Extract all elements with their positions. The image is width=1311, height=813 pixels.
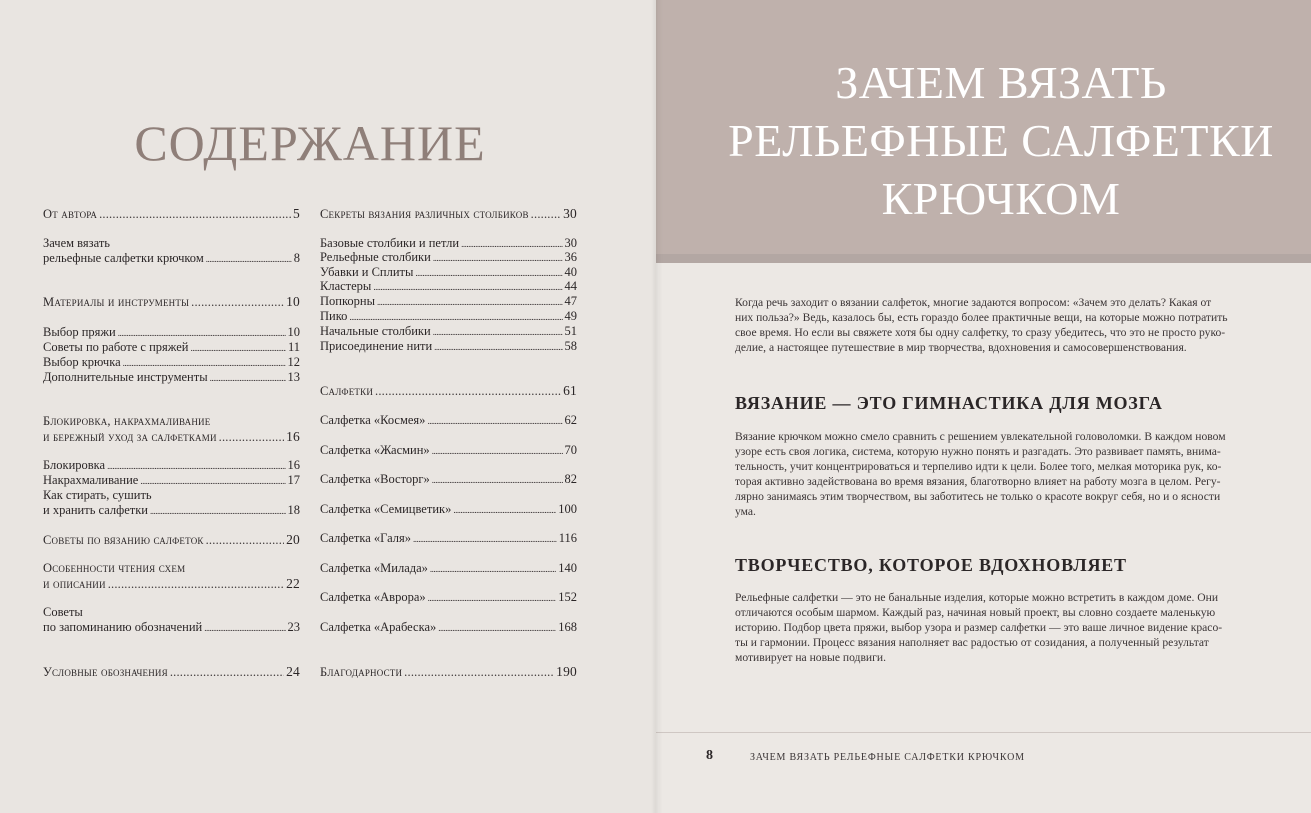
- section-heading: ВЯЗАНИЕ — ЭТО ГИМНАСТИКА ДЛЯ МОЗГА: [735, 393, 1163, 413]
- toc-entry[interactable]: [43, 206, 300, 222]
- toc-entry-label: Материалы и инструменты: [43, 295, 190, 309]
- toc-entry[interactable]: [43, 325, 300, 341]
- toc-entry-label-line1: Как стирать, сушить: [43, 488, 152, 502]
- toc-entry[interactable]: [320, 472, 577, 488]
- page-number: 8: [706, 748, 713, 763]
- toc-entry-label: Салфетка «Галя»: [320, 531, 411, 545]
- toc-entry-label-line1: Блокировка, накрахмаливание: [43, 414, 211, 428]
- text-line: них польза?» Ведь, казалось бы, есть гораздо более практичные вещи, на которые можно потратить: [735, 311, 1228, 324]
- toc-entry[interactable]: [320, 561, 577, 577]
- footer-divider: [656, 732, 1311, 733]
- toc-entry-label: Убавки и Сплиты: [320, 265, 414, 279]
- toc-entry[interactable]: [320, 339, 577, 355]
- toc-entry[interactable]: [43, 561, 300, 592]
- toc-entry-page: 40: [564, 265, 577, 279]
- toc-entry-label: Условные обозначения: [43, 665, 168, 679]
- text-line: лярно занимаясь этим творчеством, вы заботитесь не только о красоте вокруг себя, но и о ясности: [735, 490, 1221, 503]
- toc-entry-page: 12: [287, 355, 300, 369]
- toc-entry-page: 70: [564, 443, 577, 457]
- toc-entry[interactable]: [320, 250, 577, 266]
- toc-entry-label-line1: Особенности чтения схем: [43, 561, 186, 575]
- toc-entry-label: Блокировка: [43, 458, 106, 472]
- toc-entry[interactable]: [320, 664, 577, 680]
- text-line: ума.: [735, 505, 756, 518]
- toc-title: СОДЕРЖАНИЕ: [134, 115, 486, 171]
- toc-entry-label: Попкорны: [320, 294, 375, 308]
- toc-entry-page: 18: [287, 503, 300, 517]
- toc-entry[interactable]: [320, 443, 577, 459]
- toc-entry[interactable]: [43, 664, 300, 680]
- toc-entry[interactable]: [320, 531, 577, 547]
- text-line: тельность, учит концентрироваться и терпеливо идти к цели. Более того, мелкая моторика рук, ко-: [735, 460, 1222, 473]
- toc-entry[interactable]: [320, 590, 577, 606]
- text-line: историю. Подбор цвета пряжи, выбор узора и размер салфетки — это ваше личное видение красо-: [735, 621, 1223, 634]
- toc-entry-page: 168: [558, 620, 577, 634]
- toc-entry-label: Накрахмаливание: [43, 473, 139, 487]
- section-heading: ТВОРЧЕСТВО, КОТОРОЕ ВДОХНОВЛЯЕТ: [735, 555, 1127, 575]
- toc-entry[interactable]: [43, 370, 300, 386]
- toc-entry-page: 17: [287, 473, 300, 487]
- toc-entry-page: 116: [558, 531, 577, 545]
- toc-entry-label: Выбор пряжи: [43, 325, 116, 339]
- section-paragraph: [735, 590, 1245, 665]
- chapter-title-line: РЕЛЬЕФНЫЕ САЛФЕТКИ: [728, 115, 1274, 166]
- text-line: торая активно задействована во время вязания, благотворно влияет на работу мозга в целом. Регу-: [735, 475, 1221, 488]
- toc-entry-page: 10: [286, 294, 300, 309]
- toc-entry-page: 24: [286, 664, 300, 679]
- toc-entry-page: 49: [564, 309, 577, 323]
- toc-entry-label-line1: Зачем вязать: [43, 236, 110, 250]
- text-line: Вязание крючком можно смело сравнить с решением увлекательной головоломки. В каждом новом: [735, 430, 1226, 443]
- toc-entry[interactable]: [320, 309, 577, 325]
- toc-entry-label: Салфетка «Милада»: [320, 561, 428, 575]
- toc-entry-label: Салфетка «Семицветик»: [320, 502, 452, 516]
- text-line: Когда речь заходит о вязании салфеток, многие задаются вопросом: «Зачем это делать? Какая от: [735, 296, 1212, 309]
- toc-entry-label: Салфетка «Восторг»: [320, 472, 430, 486]
- toc-entry-page: 13: [287, 370, 300, 384]
- toc-entry-page: 58: [564, 339, 577, 353]
- toc-entry-label-line1: Советы: [43, 605, 83, 619]
- toc-entry-page: 5: [293, 206, 300, 221]
- toc-entry-page: 36: [564, 250, 577, 264]
- toc-entry[interactable]: [43, 294, 300, 310]
- toc-entry[interactable]: [320, 620, 577, 636]
- toc-entry-page: 11: [287, 340, 300, 354]
- text-line: мотивирует на новые подвиги.: [735, 651, 886, 664]
- toc-entry-label: Секреты вязания различных столбиков: [320, 207, 529, 221]
- toc-entry-page: 16: [286, 429, 300, 444]
- toc-entry[interactable]: [320, 294, 577, 310]
- toc-entry[interactable]: [320, 279, 577, 295]
- toc-entry-label: и бережный уход за салфетками: [43, 430, 217, 444]
- toc-entry-label: Присоединение нити: [320, 339, 433, 353]
- intro-paragraph: [735, 295, 1245, 355]
- toc-entry-page: 190: [556, 664, 577, 679]
- toc-entry-page: 140: [558, 561, 577, 575]
- toc-entry-page: 152: [558, 590, 577, 604]
- toc-entry[interactable]: [43, 340, 300, 356]
- toc-entry[interactable]: [320, 502, 577, 518]
- toc-entry-label: Начальные столбики: [320, 324, 431, 338]
- toc-entry-label: Пико: [320, 309, 348, 323]
- toc-entry-label: рельефные салфетки крючком: [43, 251, 204, 265]
- toc-entry-page: 20: [286, 532, 300, 547]
- toc-entry-label: Кластеры: [320, 279, 372, 293]
- toc-entry-page: 16: [287, 458, 300, 472]
- toc-entry-page: 8: [293, 251, 300, 265]
- toc-entry-label: Салфетка «Космея»: [320, 413, 426, 427]
- chapter-title-line: КРЮЧКОМ: [881, 173, 1121, 224]
- book-gutter-shadow: [651, 0, 663, 813]
- toc-entry[interactable]: [43, 458, 300, 474]
- running-title: ЗАЧЕМ ВЯЗАТЬ РЕЛЬЕФНЫЕ САЛФЕТКИ КРЮЧКОМ: [750, 752, 1025, 763]
- text-line: свое время. Но если вы свяжете хотя бы одну салфетку, то сразу убедитесь, что это не просто руко-: [735, 326, 1226, 339]
- toc-entry-label: Салфетки: [320, 384, 374, 398]
- toc-entry-label: Салфетка «Аврора»: [320, 590, 426, 604]
- toc-entry-page: 10: [287, 325, 300, 339]
- text-line: узоре есть своя логика, система, которую нужно понять и разгадать. Это развивает память, внима-: [735, 445, 1221, 458]
- toc-entry[interactable]: [320, 413, 577, 429]
- text-line: Рельефные салфетки — это не банальные изделия, которые можно встретить в каждом доме. Они: [735, 591, 1219, 604]
- toc-entry-page: 82: [564, 472, 577, 486]
- toc-entry-page: 62: [564, 413, 577, 427]
- toc-entry-page: 51: [564, 324, 577, 338]
- chapter-title-line: ЗАЧЕМ ВЯЗАТЬ: [835, 57, 1167, 108]
- toc-entry-page: 47: [564, 294, 577, 308]
- text-line: делие, а настоящее путешествие в мир творчества, вдохновения и самосовершенствования.: [735, 341, 1187, 354]
- toc-entry[interactable]: [320, 383, 577, 399]
- toc-entry-label: Салфетка «Арабеска»: [320, 620, 437, 634]
- toc-entry-page: 30: [564, 236, 577, 250]
- toc-entry[interactable]: [43, 355, 300, 371]
- toc-entry-page: 61: [563, 383, 577, 398]
- toc-entry-page: 44: [564, 279, 577, 293]
- chapter-page: [656, 0, 1311, 813]
- text-line: ты и гармонии. Процесс вязания наполняет вас радостью от созидания, а полученный результат: [735, 636, 1209, 649]
- toc-entry-label: и хранить салфетки: [43, 503, 148, 517]
- toc-entry-page: 22: [286, 576, 300, 591]
- toc-entry-page: 23: [287, 620, 300, 634]
- toc-entry-label: по запоминанию обозначений: [43, 620, 203, 634]
- toc-entry[interactable]: [43, 236, 300, 267]
- toc-entry-label: От автора: [43, 207, 98, 221]
- toc-entry-label: и описании: [43, 577, 106, 591]
- toc-entry-label: Советы по работе с пряжей: [43, 340, 189, 354]
- toc-entry-label: Благодарности: [320, 665, 403, 679]
- chapter-title: [656, 54, 1311, 228]
- toc-entry[interactable]: [43, 414, 300, 445]
- chapter-header-underline: [656, 254, 1311, 263]
- toc-entry[interactable]: [43, 473, 300, 489]
- toc-entry-label: Дополнительные инструменты: [43, 370, 208, 384]
- toc-entry-label: Выбор крючка: [43, 355, 121, 369]
- toc-entry-page: 30: [563, 206, 577, 221]
- toc-entry-label: Салфетка «Жасмин»: [320, 443, 430, 457]
- toc-entry[interactable]: [43, 532, 300, 548]
- toc-entry[interactable]: [320, 324, 577, 340]
- text-line: отличаются особым шармом. Каждый раз, начиная новый проект, вы словно создаете маленькую: [735, 606, 1216, 619]
- toc-entry-page: 100: [558, 502, 577, 516]
- toc-entry-label: Базовые столбики и петли: [320, 236, 460, 250]
- toc-entry[interactable]: [43, 605, 300, 636]
- toc-entry-label: Рельефные столбики: [320, 250, 431, 264]
- toc-entry[interactable]: [43, 488, 300, 519]
- toc-entry[interactable]: [320, 206, 577, 222]
- section-paragraph: [735, 429, 1245, 519]
- toc-entry-label: Советы по вязанию салфеток: [43, 533, 204, 547]
